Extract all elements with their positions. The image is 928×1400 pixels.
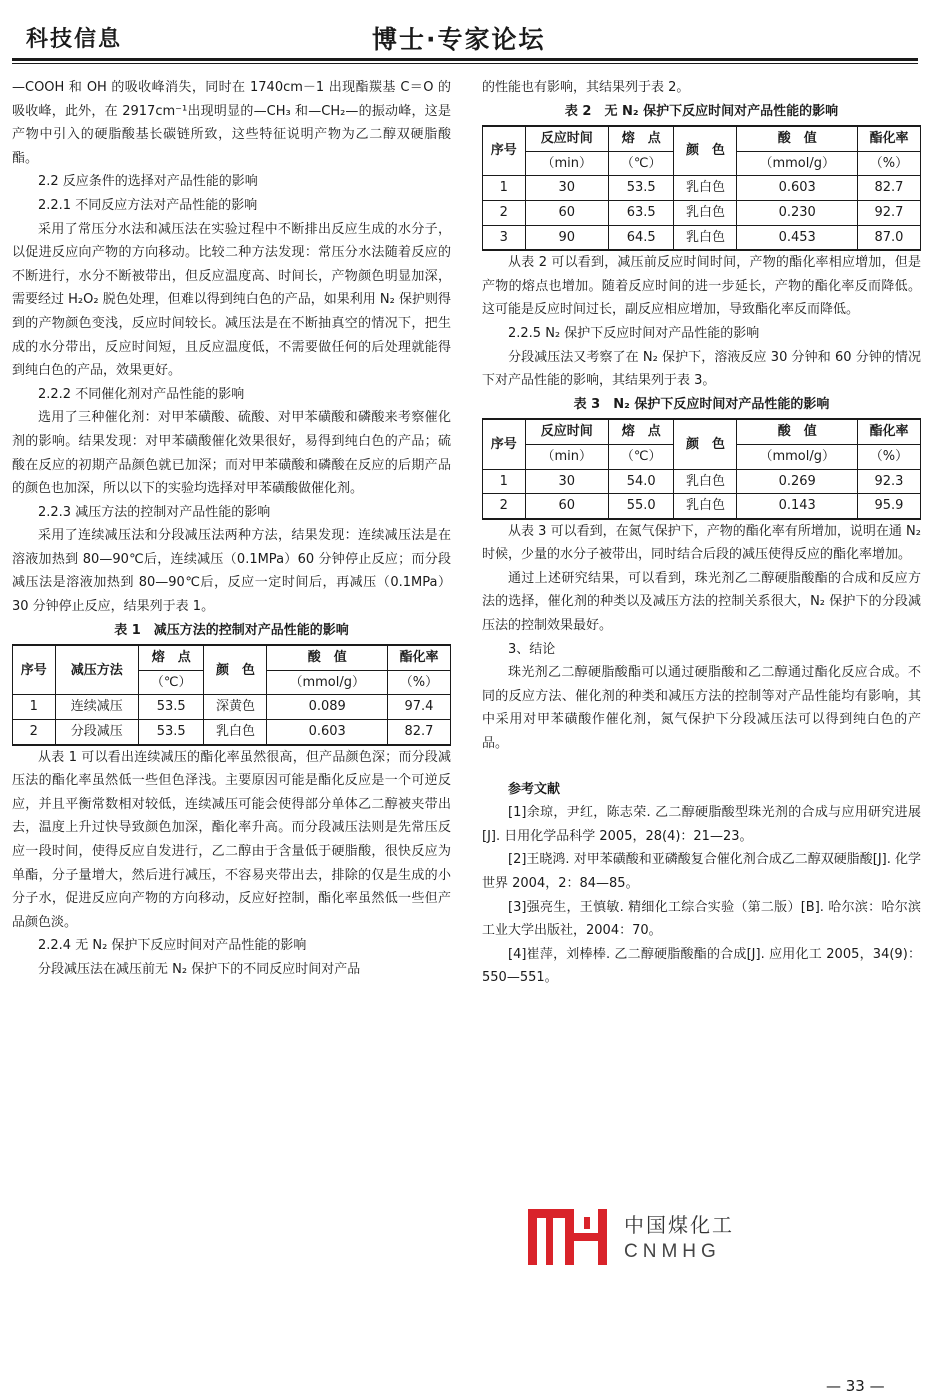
paragraph: 通过上述研究结果，可以看到，珠光剂乙二醇硬脂酸酯的合成和反应方法的选择，催化剂的种类以及减压方法的控制关系很大，N₂ 保护下的分段减压法的控制效果最好。 [482, 570, 921, 634]
table-cell: 53.5 [608, 176, 674, 201]
header-rule [12, 58, 918, 61]
table-header: 反应时间 [525, 419, 608, 444]
paragraph: 从表 1 可以看出连续减压的酯化率虽然很高，但产品颜色深；而分段减压法的酯化率虽然低一些但色泽浅。主要原因可能是酯化反应是一个可逆反应，并且平衡常数相对较低，连续减压可能会使得部分单体乙二醇被夹带出去，温度上升过快导致颜色加深，酯化率升高。而分段减压法则是先常压反应一段时间，使得反应自发进行，乙二醇由于含量低于硬脂酸，很快反应为单酯，分子量增大，然后进行减压，不容易夹带出去，排除的仅是生成的小分子水，促进反应向产物的方向移动，反应好控制，酯化率虽然低一些但产品颜色淡。 [12, 749, 451, 930]
table-cell: 55.0 [608, 494, 674, 519]
spacer [482, 756, 921, 778]
table-cell: 0.269 [737, 469, 857, 494]
reference-item: [4]崔萍，刘棒棒. 乙二醇硬脂酸酯的合成[J]. 应用化工 2005，34(9)：550—551。 [482, 946, 921, 986]
table-header-unit: （%） [857, 444, 920, 469]
table-caption: 表 1 减压方法的控制对产品性能的影响 [114, 622, 349, 638]
table-header-unit: （℃） [138, 670, 204, 695]
table-cell: 乳白色 [674, 176, 737, 201]
logo-english-text: CNMHG [624, 1241, 721, 1262]
table-cell: 63.5 [608, 200, 674, 225]
table-cell: 1 [483, 469, 526, 494]
table-cell: 连续减压 [55, 695, 138, 720]
paragraph: 选用了三种催化剂：对甲苯磺酸、硫酸、对甲苯磺酸和磷酸来考察催化剂的影响。结果发现：对甲苯磺酸催化效果很好，易得到纯白色的产品；硫酸在反应的初期产品颜色就已加深；而对甲苯磺酸和磷酸在反应的后期产品的颜色也加深，所以以下的实验均选择对甲苯磺酸做催化剂。 [12, 410, 451, 497]
column-title: 博士·专家论坛 [372, 25, 546, 54]
table-header: 熔 点 [608, 419, 674, 444]
table-cell: 87.0 [857, 225, 920, 250]
table-header: 减压方法 [55, 645, 138, 695]
table-row [483, 176, 921, 201]
table-cell: 90 [525, 225, 608, 250]
table-row [483, 469, 921, 494]
table-header: 酸 值 [267, 645, 387, 670]
subsection-heading: 2.2.3 减压方法的控制对产品性能的影响 [38, 504, 271, 520]
section-heading: 3、结论 [508, 641, 556, 657]
table-header-unit: （min） [525, 444, 608, 469]
subsection-heading: 2.2.5 N₂ 保护下反应时间对产品性能的影响 [508, 325, 760, 341]
paragraph: 采用了常压分水法和减压法在实验过程中不断排出反应生成的水分子，以促进反应向产物的方向移动。比较二种方法发现：常压分水法随着反应的不断进行，水分不断被带出，但反应温度高、时间长，产物颜色明显加深，需要经过 H₂O₂ 脱色处理，但难以得到纯白色的产品，如果利用 N₂ 保护则得到的产物颜色变浅，反应时间较长。减压法是在不断抽真空的情况下，把生成的水分带出，反应时间短，且反应温度低，不需要做任何的后处理就能得到纯白色的产品，效果更好。 [12, 221, 451, 379]
table-cell: 53.5 [138, 720, 204, 745]
table-header: 熔 点 [138, 645, 204, 670]
table-cell: 92.3 [857, 469, 920, 494]
page-number: — 33 — [826, 1377, 885, 1395]
table-cell: 0.603 [737, 176, 857, 201]
table-header: 颜 色 [674, 419, 737, 469]
table-cell: 97.4 [387, 695, 450, 720]
table-cell: 54.0 [608, 469, 674, 494]
table-cell: 1 [483, 176, 526, 201]
table-header-unit: （mmol/g） [267, 670, 387, 695]
paragraph: 从表 2 可以看到，减压前反应时间时间，产物的酯化率相应增加，但是产物的熔点也增加。随着反应时间的进一步延长，产物的酯化率反而降低。这可能是反应时间过长，副反应相应增加，导致酯化率反而降低。 [482, 255, 921, 318]
table-caption: 表 2 无 N₂ 保护下反应时间对产品性能的影响 [564, 103, 839, 119]
table-cell: 3 [483, 225, 526, 250]
journal-section-label: 科技信息 [26, 27, 123, 52]
table-cell: 95.9 [857, 494, 920, 519]
subsection-heading: 2.2.1 不同反应方法对产品性能的影响 [38, 197, 258, 213]
table-cell: 分段减压 [55, 720, 138, 745]
reference-item: [2]王晓鸿. 对甲苯磺酸和亚磷酸复合催化剂合成乙二醇双硬脂酸[J]. 化学世界 2004，2：84—85。 [482, 852, 921, 891]
table-header-unit: （℃） [608, 151, 674, 176]
right-column [482, 76, 921, 990]
paragraph: 的性能也有影响，其结果列于表 2。 [482, 80, 690, 95]
paragraph: 分段减压法在减压前无 N₂ 保护下的不同反应时间对产品 [38, 961, 361, 977]
table-cell: 1 [13, 695, 56, 720]
table-header: 酯化率 [857, 419, 920, 444]
table-header: 酸 值 [737, 419, 857, 444]
table-cell: 乳白色 [674, 469, 737, 494]
table-header-unit: （mmol/g） [737, 444, 857, 469]
subsection-heading: 2.2.4 无 N₂ 保护下反应时间对产品性能的影响 [38, 938, 307, 954]
table-cell: 53.5 [138, 695, 204, 720]
table-row [483, 200, 921, 225]
table-cell: 深黄色 [204, 695, 267, 720]
table-cell: 30 [525, 469, 608, 494]
table-cell: 30 [525, 176, 608, 201]
table-cell: 0.603 [267, 720, 387, 745]
table-1 [12, 644, 451, 745]
table-cell: 92.7 [857, 200, 920, 225]
table-header: 熔 点 [608, 126, 674, 151]
table-cell: 60 [525, 200, 608, 225]
table-header-unit: （%） [857, 151, 920, 176]
table-cell: 82.7 [857, 176, 920, 201]
table-header: 酯化率 [387, 645, 450, 670]
table-header: 序号 [13, 645, 56, 695]
table-cell: 2 [483, 494, 526, 519]
table-cell: 乳白色 [674, 494, 737, 519]
table-header: 序号 [483, 419, 526, 469]
table-cell: 0.089 [267, 695, 387, 720]
table-3 [482, 418, 921, 519]
reference-item: [3]强亮生，王慎敏. 精细化工综合实验（第二版）[B]. 哈尔滨：哈尔滨工业大学出版社，2004：70。 [482, 899, 921, 939]
table-header: 颜 色 [674, 126, 737, 176]
table-cell: 0.453 [737, 225, 857, 250]
table-row [483, 494, 921, 519]
table-cell: 0.143 [737, 494, 857, 519]
table-header-unit: （mmol/g） [737, 151, 857, 176]
table-cell: 2 [13, 720, 56, 745]
table-header-unit: （%） [387, 670, 450, 695]
cnmhg-logo [528, 1207, 748, 1277]
table-cell: 64.5 [608, 225, 674, 250]
logo-chinese-text: 中国煤化工 [624, 1213, 734, 1237]
table-row [13, 720, 451, 745]
table-header-unit: （min） [525, 151, 608, 176]
table-header: 酯化率 [857, 126, 920, 151]
table-2 [482, 125, 921, 251]
paragraph: 珠光剂乙二醇硬脂酸酯可以通过硬脂酸和乙二醇通过酯化反应合成。不同的反应方法、催化剂的种类和减压方法的控制等对产品性能均有影响，其中采用对甲苯磺酸作催化剂，氮气保护下分段减压法可以得到纯白色的产品。 [482, 665, 921, 752]
subsection-heading: 2.2.2 不同催化剂对产品性能的影响 [38, 386, 245, 402]
references-title: 参考文献 [508, 781, 561, 797]
table-row [13, 695, 451, 720]
left-column [12, 76, 451, 982]
table-header: 序号 [483, 126, 526, 176]
table-cell: 2 [483, 200, 526, 225]
table-cell: 乳白色 [204, 720, 267, 745]
header-rule-thin [12, 63, 918, 64]
paragraph: 分段减压法又考察了在 N₂ 保护下，溶液反应 30 分钟和 60 分钟的情况下对产品性能的影响，其结果列于表 3。 [482, 349, 921, 389]
table-header: 反应时间 [525, 126, 608, 151]
reference-item: [1]余琼，尹红，陈志荣. 乙二醇硬脂酸型珠光剂的合成与应用研究进展[J]. 日用化学品科学 2005，28(4)：21—23。 [482, 805, 921, 844]
table-cell: 0.230 [737, 200, 857, 225]
cnmhg-logo-mark-icon [528, 1207, 618, 1267]
section-heading: 2.2 反应条件的选择对产品性能的影响 [38, 174, 258, 190]
table-cell: 乳白色 [674, 200, 737, 225]
table-header: 酸 值 [737, 126, 857, 151]
table-cell: 60 [525, 494, 608, 519]
paragraph: —COOH 和 OH 的吸收峰消失，同时在 1740cm－1 出现酯羰基 C＝O 的吸收峰，此外，在 2917cm⁻¹出现明显的—CH₃ 和—CH₂—的振动峰，这是产物中引入的硬脂酸基长碳链所致，这些特征说明产物为乙二醇双硬脂酸酯。 [12, 80, 451, 166]
paragraph: 从表 3 可以看到，在氮气保护下，产物的酯化率有所增加，说明在通 N₂ 时候，少量的水分子被带出，同时结合后段的减压使得反应的酯化率增加。 [482, 523, 921, 563]
table-header: 颜 色 [204, 645, 267, 695]
table-header-unit: （℃） [608, 444, 674, 469]
table-row [483, 225, 921, 250]
paragraph: 采用了连续减压法和分段减压法两种方法，结果发现：连续减压法是在溶液加热到 80—90℃后，连续减压（0.1MPa）60 分钟停止反应；而分段减压法是溶液加热到 80—90℃后，反应一定时间后，再减压（0.1MPa）30 分钟停止反应，结果列于表 1。 [12, 528, 451, 615]
table-caption: 表 3 N₂ 保护下反应时间对产品性能的影响 [573, 396, 830, 412]
table-cell: 82.7 [387, 720, 450, 745]
table-cell: 乳白色 [674, 225, 737, 250]
